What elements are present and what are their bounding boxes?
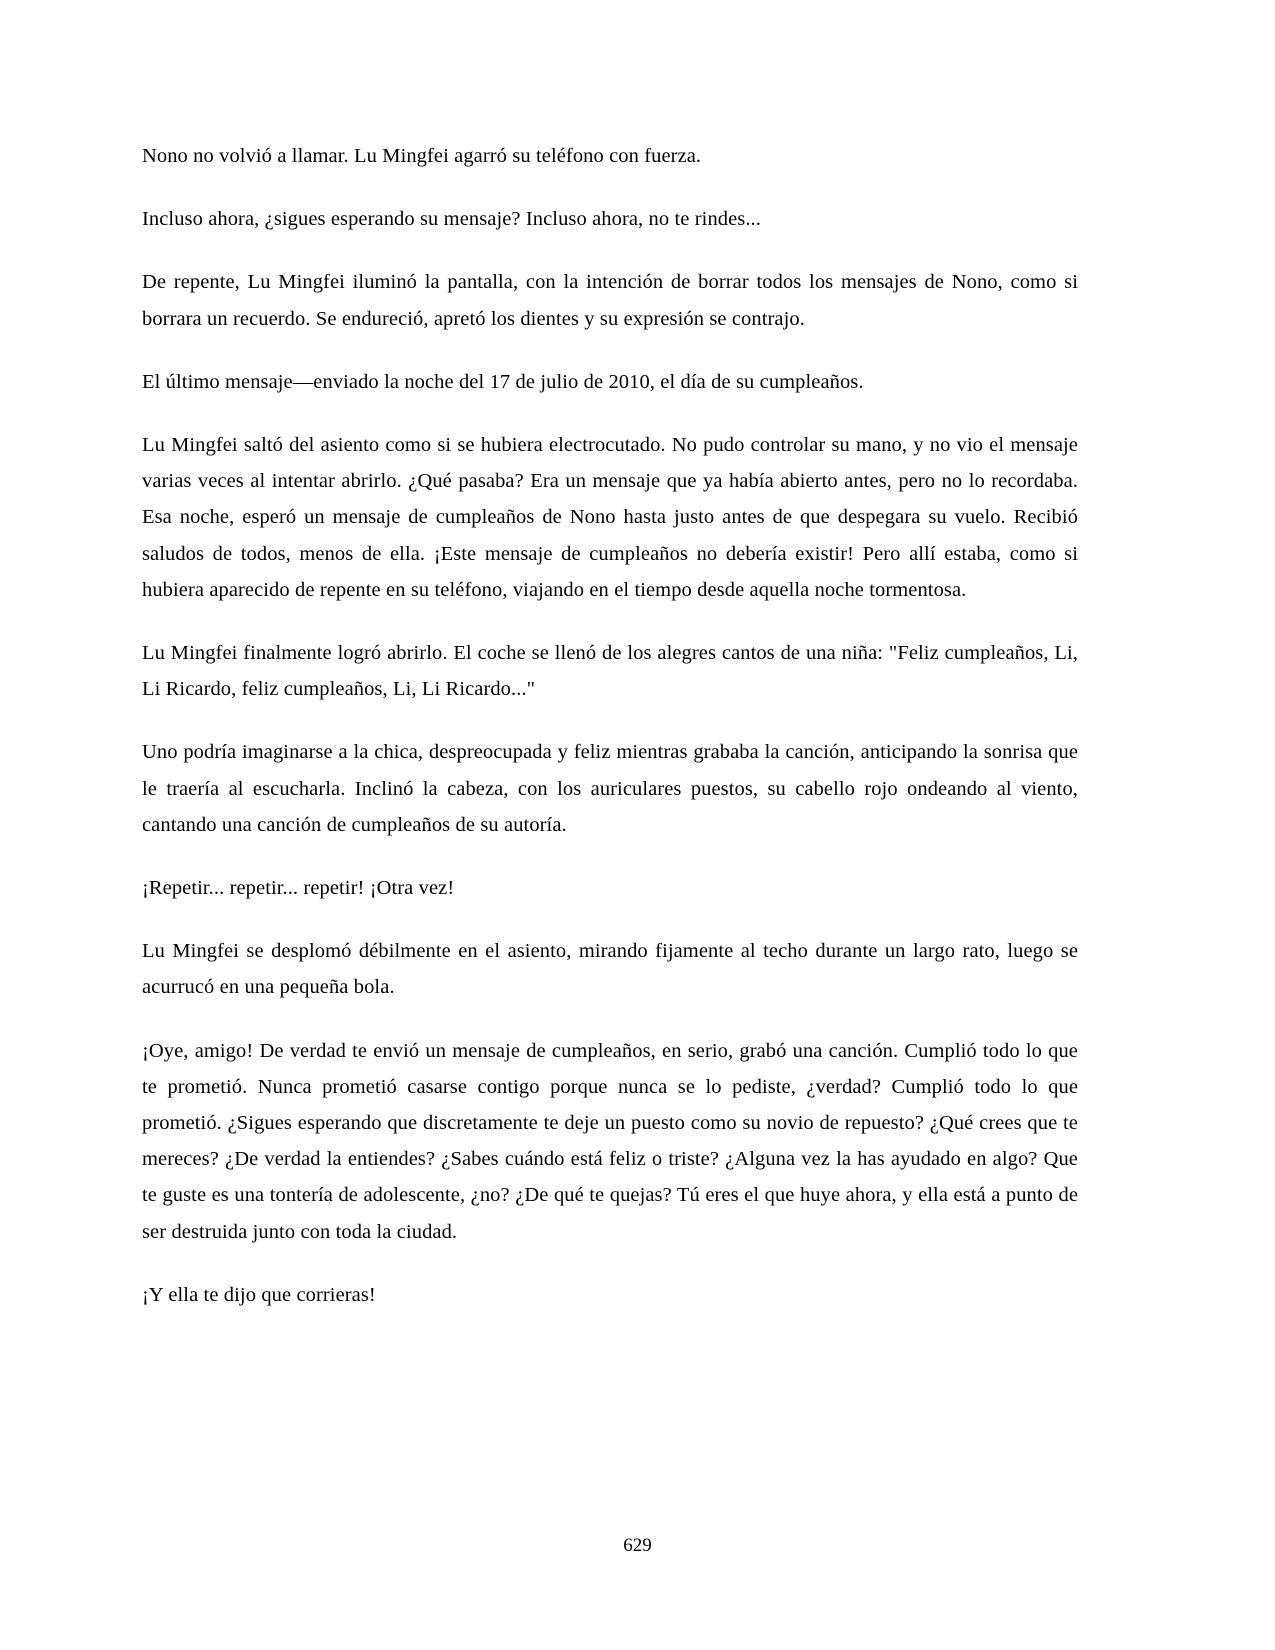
paragraph: Incluso ahora, ¿sigues esperando su mensaje? Incluso ahora, no te rindes...: [142, 208, 761, 231]
paragraph: Uno podría imaginarse a la chica, despreocupada y feliz mientras grababa la canción, anticipando la sonrisa que le traería al escucharla. Inclinó la cabeza, con los auriculares puestos, su cabello rojo ondeando al viento, cantando una canción de cumpleaños de su autoría.: [142, 741, 1078, 836]
paragraph: Lu Mingfei se desplomó débilmente en el asiento, mirando fijamente al techo durante un largo rato, luego se acurrucó en una pequeña bola.: [142, 940, 1078, 999]
paragraph: Nono no volvió a llamar. Lu Mingfei agarró su teléfono con fuerza.: [142, 145, 702, 167]
paragraph: ¡Repetir... repetir... repetir! ¡Otra vez!: [142, 877, 455, 900]
paragraph: De repente, Lu Mingfei iluminó la pantalla, con la intención de borrar todos los mensajes de Nono, como si borrara un recuerdo. Se endureció, apretó los dientes y su expresión se contrajo.: [142, 271, 1078, 330]
paragraph: Lu Mingfei finalmente logró abrirlo. El coche se llenó de los alegres cantos de una niña: "Feliz cumpleaños, Li, Li Ricardo, feliz cumpleaños, Li, Li Ricardo...": [142, 642, 1078, 701]
paragraph: ¡Oye, amigo! De verdad te envió un mensaje de cumpleaños, en serio, grabó una canción. Cumplió todo lo que te prometió. Nunca prometió casarse contigo porque nunca se lo pediste, ¿verdad? Cumplió todo lo que prometió. ¿Sigues esperando que discretamente te deje un puesto como su novio de repuesto? ¿Qué crees que te mereces? ¿De verdad la entiendes? ¿Sabes cuándo está feliz o triste? ¿Alguna vez la has ayudado en algo? Que te guste es una tontería de adolescente, ¿no? ¿De qué te quejas? Tú eres el que huye ahora, y ella está a punto de ser destruida junto con toda la ciudad.: [142, 1039, 1078, 1243]
paragraph: El último mensaje—enviado la noche del 17 de julio de 2010, el día de su cumpleaños.: [142, 370, 864, 393]
page-number: 629: [623, 1535, 652, 1556]
paragraph: ¡Y ella te dijo que corrieras!: [142, 1283, 376, 1306]
body-text-block: [142, 138, 1078, 1313]
paragraph: Lu Mingfei saltó del asiento como si se hubiera electrocutado. No pudo controlar su mano, y no vio el mensaje varias veces al intentar abrirlo. ¿Qué pasaba? Era un mensaje que ya había abierto antes, pero no lo recordaba. Esa noche, esperó un mensaje de cumpleaños de Nono hasta justo antes de que despegara su vuelo. Recibió saludos de todos, menos de ella. ¡Este mensaje de cumpleaños no debería existir! Pero allí estaba, como si hubiera aparecido de repente en su teléfono, viajando en el tiempo desde aquella noche tormentosa.: [142, 434, 1078, 601]
